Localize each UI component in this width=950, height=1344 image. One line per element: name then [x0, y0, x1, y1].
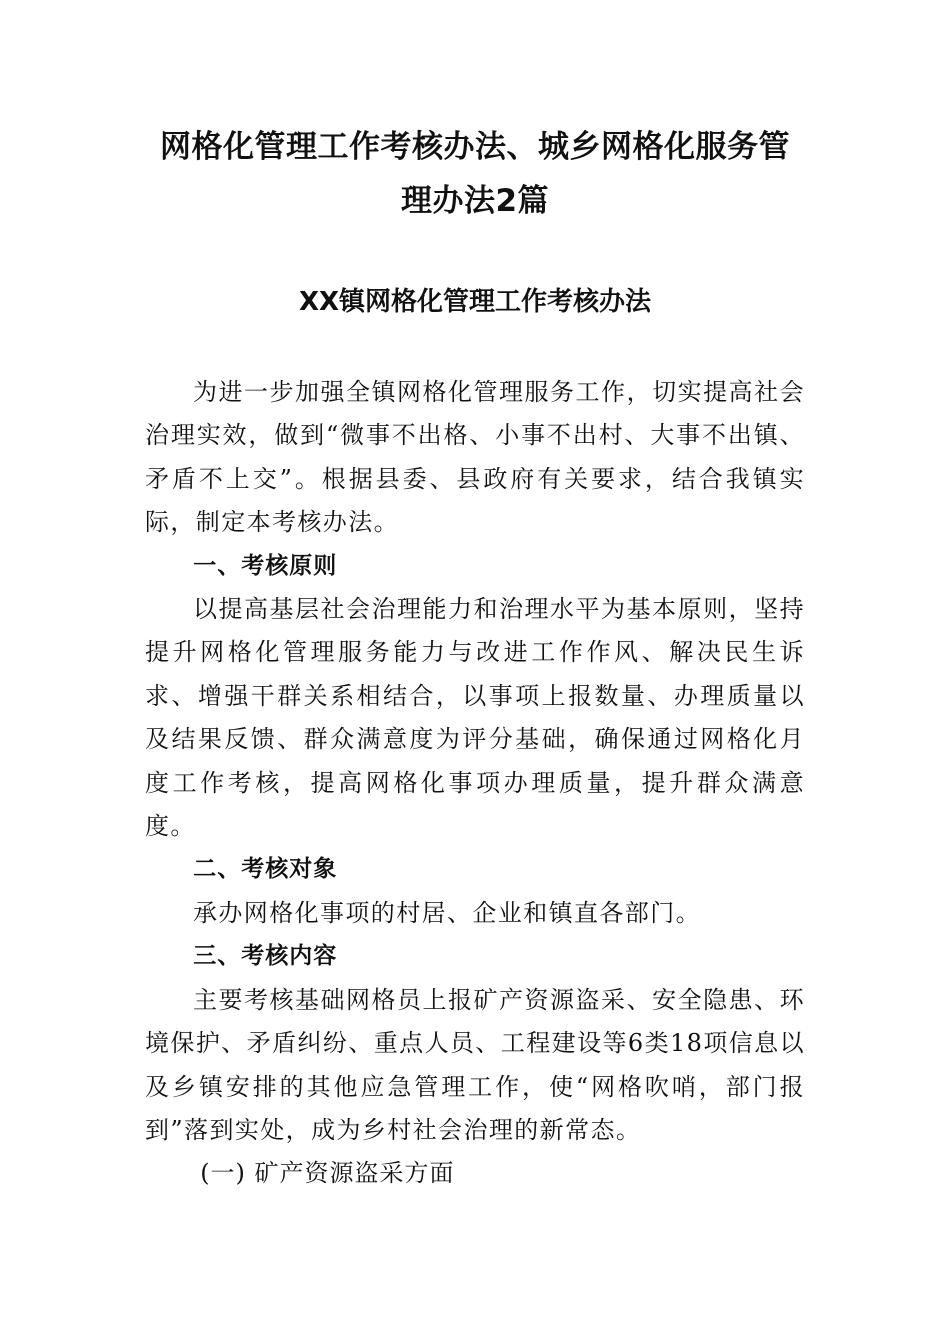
document-subtitle: XX镇网格化管理工作考核办法	[298, 287, 652, 317]
principles-paragraph: 以提高基层社会治理能力和治理水平为基本原则，坚持提升网格化管理服务能力与改进工作作风、解决民生诉求、增强干群关系相结合，以事项上报数量、办理质量以及结果反馈、群众满意度为评分基础，确保通过网格化月度工作考核，提高网格化事项办理质量，提升群众满意度。	[145, 595, 805, 841]
section-heading-targets: 二、考核对象	[193, 856, 338, 883]
document-title-line-2: 理办法2篇	[400, 183, 550, 219]
content-paragraph: 主要考核基础网格员上报矿产资源盗采、安全隐患、环境保护、矛盾纠纷、重点人员、工程建设等6类18项信息以及乡镇安排的其他应急管理工作，使“网格吹哨，部门报到”落到实处，成为乡村社会治理的新常态。	[145, 985, 805, 1144]
document-title-line-1: 网格化管理工作考核办法、城乡网格化服务管	[160, 129, 790, 165]
section-heading-principles: 一、考核原则	[193, 552, 338, 579]
subsection-heading-mining: (一) 矿产资源盗采方面	[200, 1159, 455, 1188]
targets-paragraph: 承办网格化事项的村居、企业和镇直各部门。	[193, 898, 701, 927]
document-body	[145, 371, 805, 1196]
intro-paragraph: 为进一步加强全镇网格化管理服务工作，切实提高社会治理实效，做到“微事不出格、小事不出村、大事不出镇、矛盾不上交”。根据县委、县政府有关要求，结合我镇实际，制定本考核办法。	[145, 378, 805, 537]
section-heading-content: 三、考核内容	[193, 943, 338, 970]
